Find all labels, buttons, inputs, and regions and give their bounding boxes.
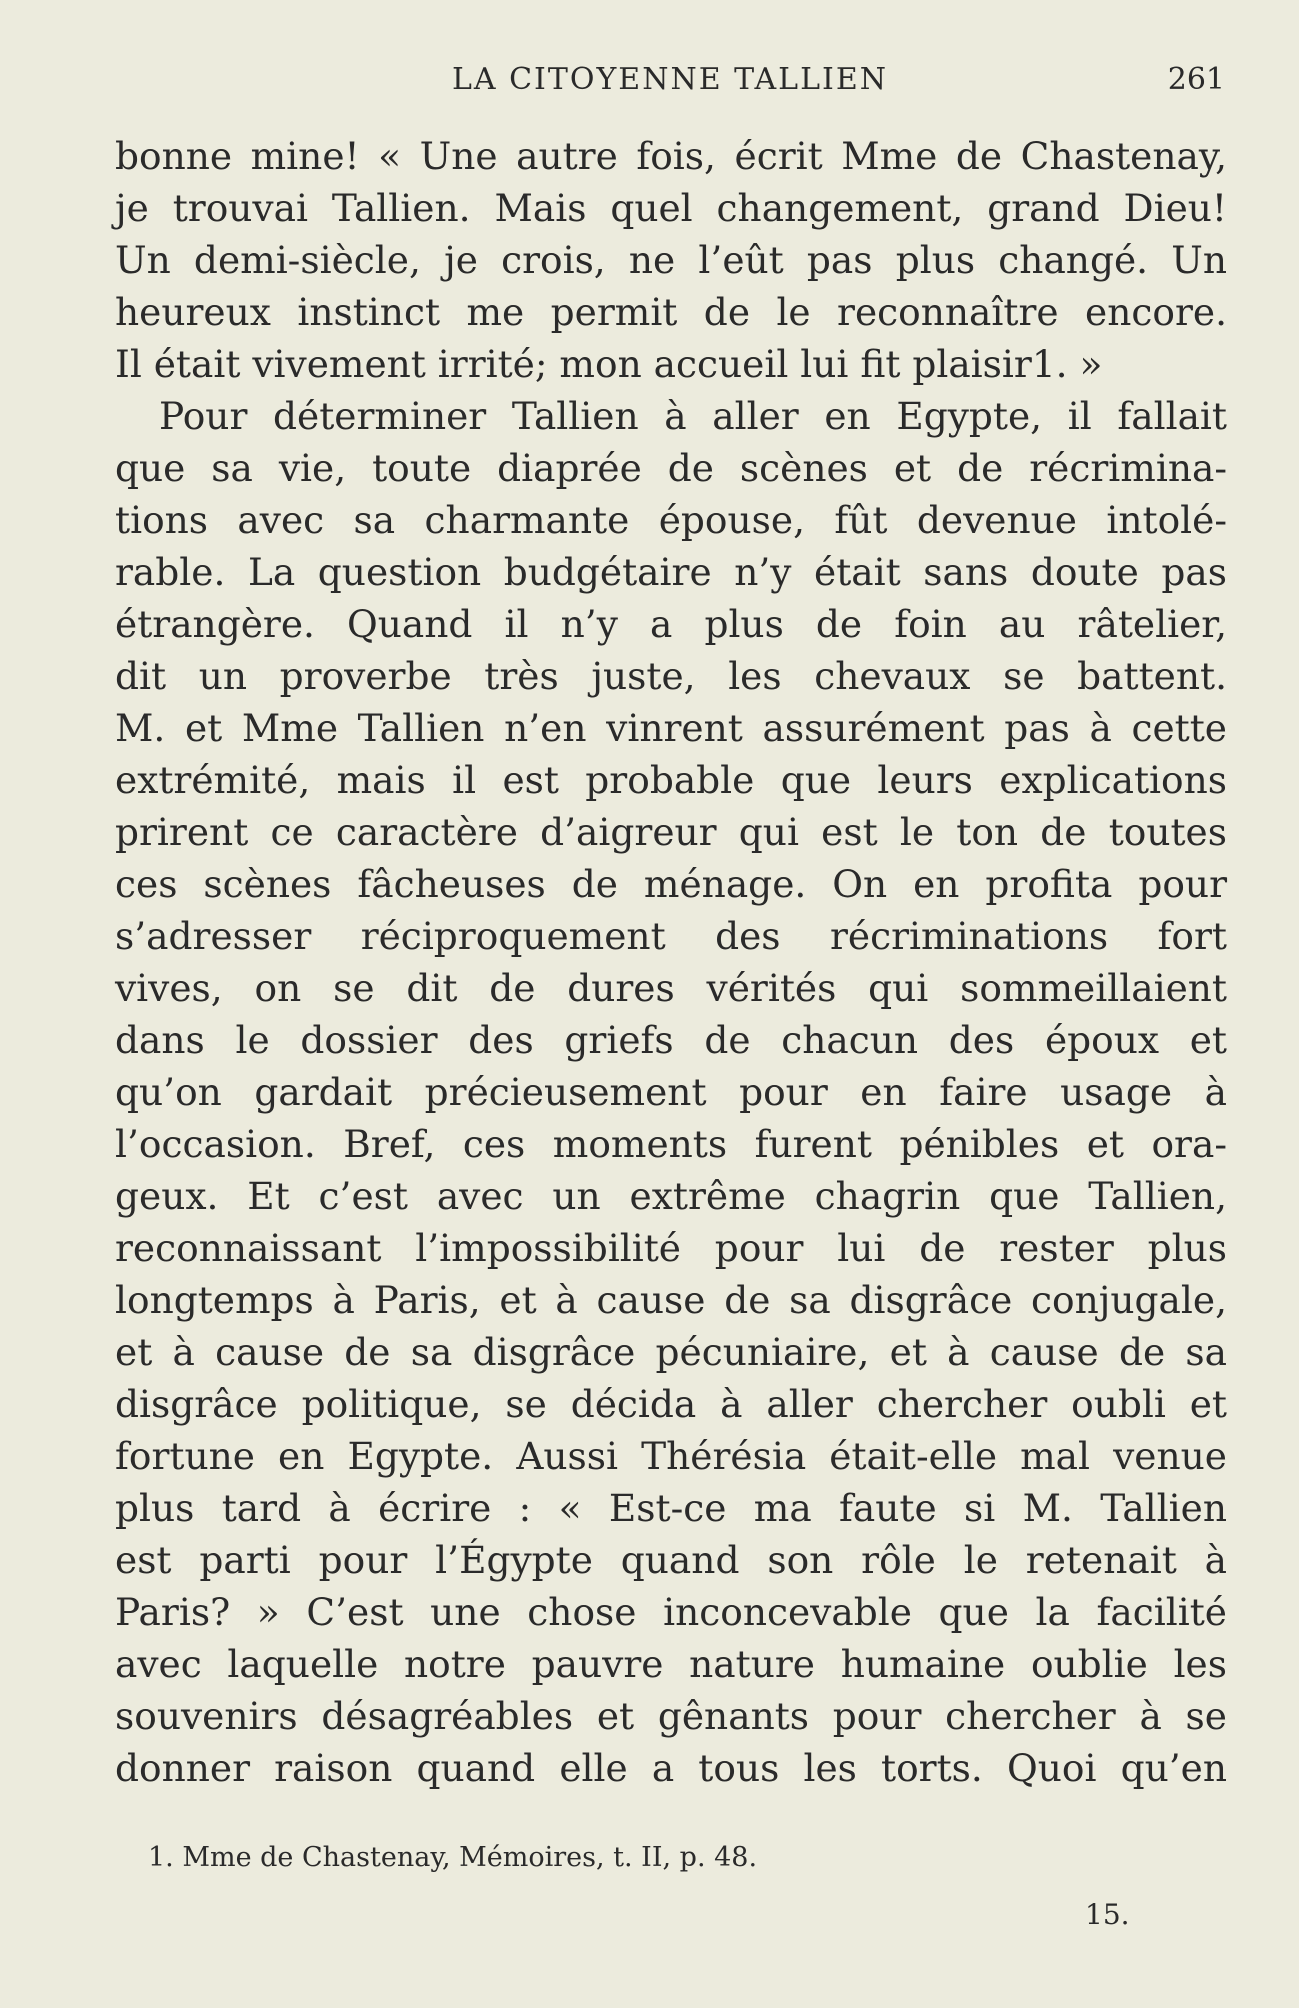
text-line: souvenirs désagréables et gênants pour chercher à se bbox=[115, 1694, 1227, 1738]
text-line: est parti pour l’Égypte quand son rôle le retenait à bbox=[115, 1538, 1227, 1582]
signature-mark: 15. bbox=[1085, 1898, 1130, 1931]
text-line: avec laquelle notre pauvre nature humaine oublie les bbox=[115, 1642, 1227, 1686]
page-number: 261 bbox=[1167, 62, 1225, 97]
text-line: s’adresser réciproquement des récriminations fort bbox=[115, 914, 1227, 958]
text-line: heureux instinct me permit de le reconnaître encore. bbox=[115, 290, 1227, 334]
text-line: donner raison quand elle a tous les torts. Quoi qu’en bbox=[115, 1746, 1227, 1790]
text-line: prirent ce caractère d’aigreur qui est le ton de toutes bbox=[115, 810, 1227, 854]
text-line: ces scènes fâcheuses de ménage. On en profita pour bbox=[115, 862, 1227, 906]
text-line: disgrâce politique, se décida à aller chercher oubli et bbox=[115, 1382, 1227, 1426]
text-line: bonne mine! « Une autre fois, écrit Mme de Chastenay, bbox=[115, 134, 1227, 178]
text-line: je trouvai Tallien. Mais quel changement, grand Dieu! bbox=[115, 186, 1227, 230]
footnote: 1. Mme de Chastenay, Mémoires, t. II, p. 48. bbox=[148, 1842, 758, 1873]
body-text bbox=[115, 130, 1227, 1794]
text-line: dans le dossier des griefs de chacun des époux et bbox=[115, 1018, 1227, 1062]
text-line: qu’on gardait précieusement pour en faire usage à bbox=[115, 1070, 1227, 1114]
text-line: vives, on se dit de dures vérités qui sommeillaient bbox=[115, 966, 1227, 1010]
text-line: plus tard à écrire : « Est-ce ma faute si M. Tallien bbox=[115, 1486, 1227, 1530]
text-line: et à cause de sa disgrâce pécuniaire, et à cause de sa bbox=[115, 1330, 1227, 1374]
text-line: Paris? » C’est une chose inconcevable que la facilité bbox=[115, 1590, 1227, 1634]
text-line: que sa vie, toute diaprée de scènes et de récrimina- bbox=[115, 446, 1227, 490]
text-line: M. et Mme Tallien n’en vinrent assurément pas à cette bbox=[115, 706, 1227, 750]
text-line: geux. Et c’est avec un extrême chagrin que Tallien, bbox=[115, 1174, 1227, 1218]
running-title: LA CITOYENNE TALLIEN bbox=[451, 62, 889, 97]
text-line: longtemps à Paris, et à cause de sa disgrâce conjugale, bbox=[115, 1278, 1227, 1322]
running-head bbox=[115, 62, 1225, 102]
text-line: Il était vivement irrité; mon accueil lui fit plaisir1. » bbox=[115, 342, 1103, 386]
text-line: Pour déterminer Tallien à aller en Egypte, il fallait bbox=[159, 394, 1227, 438]
text-line: rable. La question budgétaire n’y était sans doute pas bbox=[115, 550, 1227, 594]
text-line: extrémité, mais il est probable que leurs explications bbox=[115, 758, 1227, 802]
text-line: étrangère. Quand il n’y a plus de foin au râtelier, bbox=[115, 602, 1227, 646]
text-line: Un demi-siècle, je crois, ne l’eût pas plus changé. Un bbox=[115, 238, 1227, 282]
text-line: reconnaissant l’impossibilité pour lui de rester plus bbox=[115, 1226, 1227, 1270]
text-line: tions avec sa charmante épouse, fût devenue intolé- bbox=[115, 498, 1227, 542]
text-line: dit un proverbe très juste, les chevaux se battent. bbox=[115, 654, 1227, 698]
text-line: l’occasion. Bref, ces moments furent pénibles et ora- bbox=[115, 1122, 1227, 1166]
text-line: fortune en Egypte. Aussi Thérésia était-elle mal venue bbox=[115, 1434, 1227, 1478]
